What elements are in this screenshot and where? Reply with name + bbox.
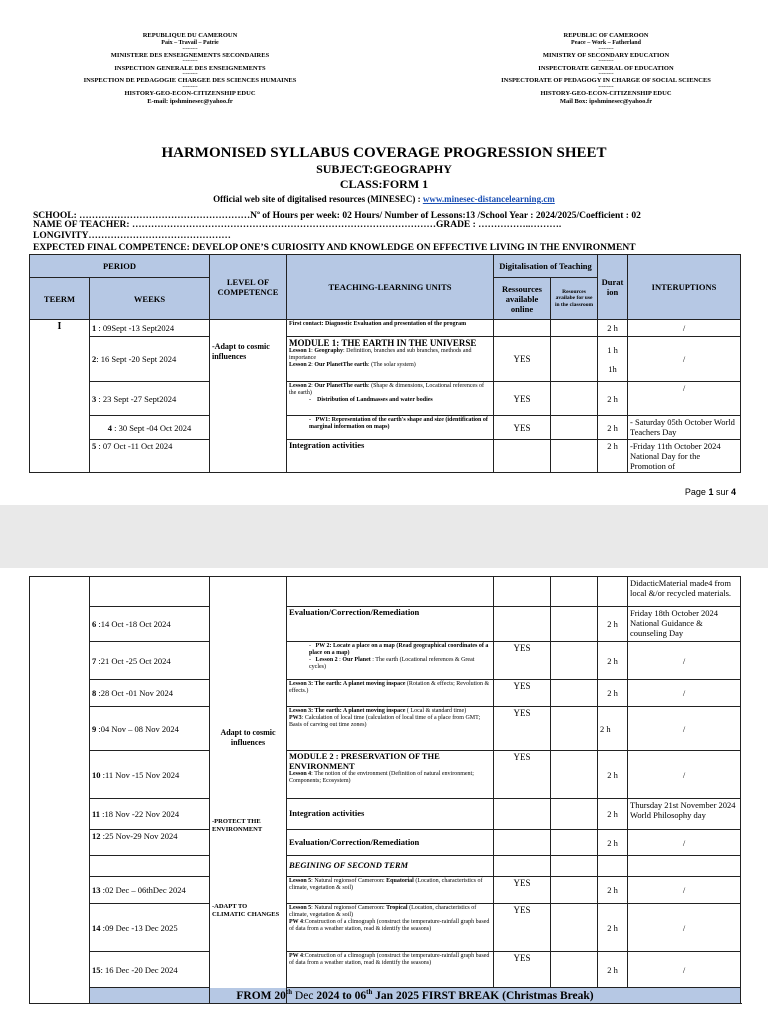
subject-title: SUBJECT:GEOGRAPHY [316, 162, 452, 176]
table-row [30, 416, 741, 440]
pedagogy-en: INSPECTORATE OF PEDAGOGY IN CHARGE OF SOCIAL SCIENCES [501, 77, 711, 85]
unit-cell: Integration activities [287, 440, 494, 473]
week-cell [90, 577, 210, 607]
interruption-cell: / [628, 877, 741, 904]
interruption-cell: / [628, 337, 741, 382]
separator: --------- [598, 71, 614, 77]
duration-cell [598, 856, 628, 877]
document-titles [0, 145, 768, 205]
separator: --------- [598, 59, 614, 65]
online-cell: YES [494, 416, 551, 440]
unit-cell: MODULE 1: THE EARTH IN THE UNIVERSE Lesson 1: Geography: Definition, branches and sub branches, methods and importance Lesson 2: Our PlanetThe earth: (The solar system) [287, 337, 494, 382]
classroom-cell [551, 642, 598, 680]
dept-fr: HISTORY-GEO-ECON-CITIZENSHIP EDUC [124, 90, 256, 97]
classroom-cell [551, 877, 598, 904]
competence-cosmic: Adapt to cosmic influences [220, 728, 276, 747]
classroom-cell [551, 707, 598, 751]
interruption-cell: / [628, 707, 741, 751]
digitalisation-header: Digitalisation of Teaching [494, 255, 598, 278]
unit-cell: - PW 2: Locate a place on a map (Read geographical coordinates of a place on a map) - Lesson 2 : Our Planet : The earth (Locational references & Great cycles) [287, 642, 494, 680]
interruption-cell: / [628, 320, 741, 337]
table-row [30, 320, 741, 337]
term-cell [30, 577, 90, 1004]
classroom-cell [551, 607, 598, 642]
interruption-cell: / [628, 830, 741, 856]
classroom-cell [551, 830, 598, 856]
online-cell: YES [494, 904, 551, 952]
online-cell: YES [494, 382, 551, 416]
competence-cell: -Adapt to cosmic influences [210, 320, 287, 473]
table-row [30, 830, 741, 856]
table-row [30, 337, 741, 382]
separator: --------- [182, 59, 198, 65]
duration-cell: 2 h [598, 751, 628, 799]
competence-protect: -PROTECT THE ENVIRONMENT [212, 818, 263, 833]
classroom-cell [551, 416, 598, 440]
interruption-cell: DidacticMaterial made4 from local &/or recycled materials. [628, 577, 741, 607]
week-cell: 15: 16 Dec -20 Dec 2024 [90, 952, 210, 988]
inspection-fr: INSPECTION GENERALE DES ENSEIGNEMENTS [114, 64, 266, 72]
table-row [30, 877, 741, 904]
online-cell: YES [494, 751, 551, 799]
week-cell: 10 :11 Nov -15 Nov 2024 [90, 751, 210, 799]
table-row [30, 642, 741, 680]
online-cell: YES [494, 680, 551, 707]
duration-cell: 2 h [598, 904, 628, 952]
unit-cell: Lesson 3: The earth: A planet moving inspace (Rotation & effects; Revolution & effects.) [287, 680, 494, 707]
duration-cell: 2 h [598, 680, 628, 707]
email-fr: E-mail: ipshminesec@yahoo.fr [147, 98, 233, 106]
week-cell: 2: 16 Sept -20 Sept 2024 [90, 337, 210, 382]
classroom-cell [551, 952, 598, 988]
unit-cell: Lesson 5: Natural regionsof Cameroon: Tropical (Location, characteristics of climate, vegetation & soil) PW 4:Construction of a climograph (construct the temperature-rainfall graph based of data from a weather station, read & identify the seasons) [287, 904, 494, 952]
unit-cell: Evaluation/Correction/Remediation [287, 607, 494, 642]
country-name-fr: REPUBLIQUE DU CAMEROUN [142, 32, 238, 39]
week-cell: 6 :14 Oct -18 Oct 2024 [90, 607, 210, 642]
week-cell: 3 : 23 Sept -27 Sept2024 [90, 382, 210, 416]
week-cell [90, 856, 210, 877]
duration-header: Durat ion [598, 255, 628, 320]
ministry-en: MINISTRY OF SECONDARY EDUCATION [542, 52, 670, 60]
interruption-cell: Friday 18th October 2024 National Guidance & counseling Day [628, 607, 741, 642]
period-header: PERIOD [30, 255, 210, 278]
online-cell: YES [494, 707, 551, 751]
online-cell [494, 799, 551, 830]
classroom-cell [551, 320, 598, 337]
document-title: HARMONISED SYLLABUS COVERAGE PROGRESSION SHEET [161, 145, 607, 161]
interruption-cell: - Saturday 05th October World Teachers Day [628, 416, 741, 440]
interruption-cell: / [628, 952, 741, 988]
progression-table-page1 [29, 254, 741, 473]
separator: --------- [182, 71, 198, 77]
duration-cell: 2 h [598, 440, 628, 473]
country-name-en: REPUBLIC OF CAMEROON [563, 32, 649, 39]
online-resources-header: Ressources available online [494, 278, 551, 320]
week-cell: 8 :28 Oct -01 Nov 2024 [90, 680, 210, 707]
table-row [30, 856, 741, 877]
unit-cell: First contact: Diagnostic Evaluation and presentation of the program [287, 320, 494, 337]
dept-en: HISTORY-GEO-ECON-CITIZENSHIP EDUC [540, 90, 672, 97]
week-cell: 9 :04 Nov – 08 Nov 2024 [90, 707, 210, 751]
online-cell: YES [494, 877, 551, 904]
unit-cell: Lesson 3: The earth: A planet moving inspace ( Local & standard time) PW3: Calculation of local time (calculation of local time of a place from GMT; Basis of carving out time zones) [287, 707, 494, 751]
interruption-cell: / [628, 680, 741, 707]
duration-cell: 2 h [598, 382, 628, 416]
header-english [486, 32, 726, 106]
class-title: CLASS:FORM 1 [339, 177, 429, 191]
weeks-header: WEEKS [90, 278, 210, 320]
inspection-en: INSPECTORATE GENERAL OF EDUCATION [538, 64, 674, 72]
teacher-line: NAME OF TEACHER: ……………………………………………………………………………………GRADE : ……………..………. [33, 219, 562, 230]
website-link[interactable]: www.minesec-distancelearning.cm [422, 194, 555, 204]
term-number: I [30, 320, 90, 473]
email-en: Mail Box: ipshminesec@yahoo.fr [559, 98, 653, 106]
progression-table-page2 [29, 576, 741, 1004]
week-cell: 1 : 09Sept -13 Sept2024 [90, 320, 210, 337]
online-cell: YES [494, 952, 551, 988]
week-cell: 5 : 07 Oct -11 Oct 2024 [90, 440, 210, 473]
week-cell: 4 : 30 Sept -04 Oct 2024 [90, 416, 210, 440]
classroom-cell [551, 680, 598, 707]
interruptions-header: INTERUPTIONS [628, 255, 741, 320]
classroom-resources-header: Resources availabe for use in the classroom [551, 278, 598, 320]
week-cell: 13 :02 Dec – 06thDec 2024 [90, 877, 210, 904]
table-row [30, 952, 741, 988]
unit-cell: Integration activities [287, 799, 494, 830]
separator: --------- [182, 84, 198, 90]
interruption-cell [628, 856, 741, 877]
final-competence: EXPECTED FINAL COMPETENCE: DEVELOP ONE’S CURIOSITY AND KNOWLEDGE ON EFFECTIVE LIVING IN THE ENVIRONMENT [33, 242, 636, 253]
table-row [30, 440, 741, 473]
table-row [30, 680, 741, 707]
duration-cell: 2 h [598, 607, 628, 642]
duration-cell: 2 h [598, 877, 628, 904]
classroom-cell [551, 904, 598, 952]
longevity-line: LONGIVITY……………………………………… [33, 231, 231, 241]
table-row [30, 577, 741, 607]
separator: --------- [598, 84, 614, 90]
unit-cell: MODULE 2 : PRESERVATION OF THE ENVIRONMENT Lesson 4: The notion of the environment (Definition of natural environment; Components; Ecosystem) [287, 751, 494, 799]
classroom-cell [551, 799, 598, 830]
table-row [30, 607, 741, 642]
unit-cell: PW 4:Construction of a climograph (construct the temperature-rainfall graph based of data from a weather station, read & identify the seasons) [287, 952, 494, 988]
table-row [30, 707, 741, 751]
second-term-cell: BEGINING OF SECOND TERM [287, 856, 494, 877]
interruption-cell: / [628, 904, 741, 952]
motto-en: Peace – Work – Fatherland [571, 40, 641, 47]
interruption-cell: Thursday 21st November 2024 World Philosophy day [628, 799, 741, 830]
competence-climatic: -ADAPT TO CLIMATIC CHANGES [212, 903, 280, 918]
website-line [0, 193, 768, 205]
interruption-cell: / [628, 751, 741, 799]
online-cell [494, 830, 551, 856]
week-cell: 14 :09 Dec -13 Dec 2025 [90, 904, 210, 952]
classroom-cell [551, 577, 598, 607]
interruption-cell: -Friday 11th October 2024 National Day for the Promotion of [628, 440, 741, 473]
table-row [30, 382, 741, 416]
online-cell [494, 440, 551, 473]
motto-fr: Paix – Travail – Patrie [161, 40, 219, 47]
classroom-cell [551, 337, 598, 382]
website-label: Official web site of digitalised resources (MINESEC) : [213, 194, 423, 204]
school-label: SCHOOL: ………………………………………………N [33, 211, 258, 222]
unit-cell: Lesson 5: Natural regionsof Cameroon: Equatorial (Location, characteristics of climate, vegetation & soil) [287, 877, 494, 904]
number-sign-o: o [257, 210, 260, 216]
classroom-cell [551, 382, 598, 416]
online-cell: YES [494, 337, 551, 382]
online-cell [494, 856, 551, 877]
duration-cell: 2 h [598, 799, 628, 830]
duration-cell: 1 h 1h [598, 337, 628, 382]
ministry-fr: MINISTERE DES ENSEIGNEMENTS SECONDAIRES [110, 52, 270, 60]
page-1 [0, 0, 768, 505]
unit-cell: - PW1: Representation of the earth's shape and size (identification of marginal information on maps) [287, 416, 494, 440]
online-cell [494, 577, 551, 607]
interruption-cell: / [628, 382, 741, 416]
units-header: TEACHING-LEARNING UNITS [287, 255, 494, 320]
duration-cell: 2 h [598, 320, 628, 337]
term-header: TEERM [30, 278, 90, 320]
duration-cell: 2 h [598, 642, 628, 680]
unit-cell: Lesson 2: Our PlanetThe earth: (Shape & dimensions, Locational references of the earth) - Distribution of Landmasses and water bodies [287, 382, 494, 416]
separator: --------- [182, 46, 198, 52]
hours-info: of Hours per week: 02 Hours/ Number of Lessons:13 /School Year : 2024/2025/Coefficient : 02 [259, 211, 641, 222]
duration-cell [598, 577, 628, 607]
unit-cell: Evaluation/Correction/Remediation [287, 830, 494, 856]
unit-cell [287, 577, 494, 607]
separator: --------- [598, 46, 614, 52]
week-cell: 12 :25 Nov-29 Nov 2024 [90, 830, 210, 856]
table-row [30, 904, 741, 952]
online-cell [494, 320, 551, 337]
duration-cell: 2 h [598, 952, 628, 988]
interruption-cell: / [628, 642, 741, 680]
online-cell [494, 607, 551, 642]
classroom-cell [551, 751, 598, 799]
duration-cell: 2 h [598, 830, 628, 856]
header-french [70, 32, 310, 106]
online-cell: YES [494, 642, 551, 680]
duration-cell: 2 h [598, 707, 628, 751]
classroom-cell [551, 856, 598, 877]
table-row [30, 988, 741, 1004]
classroom-cell [551, 440, 598, 473]
competence-cell [210, 577, 287, 1004]
week-cell: 11 :18 Nov -22 Nov 2024 [90, 799, 210, 830]
week-cell: 7 :21 Oct -25 Oct 2024 [90, 642, 210, 680]
table-row [30, 751, 741, 799]
christmas-break-banner: FROM 20th Dec 2024 to 06th Jan 2025 FIRST BREAK (Christmas Break) [90, 988, 741, 1004]
duration-cell: 2 h [598, 416, 628, 440]
page-2 [0, 568, 768, 1024]
level-header: LEVEL OF COMPETENCE [210, 255, 287, 320]
page-footer: Page 1 sur 4 [684, 487, 736, 497]
pedagogy-fr: INSPECTION DE PEDAGOGIE CHARGEE DES SCIENCES HUMAINES [83, 77, 297, 85]
table-row [30, 799, 741, 830]
